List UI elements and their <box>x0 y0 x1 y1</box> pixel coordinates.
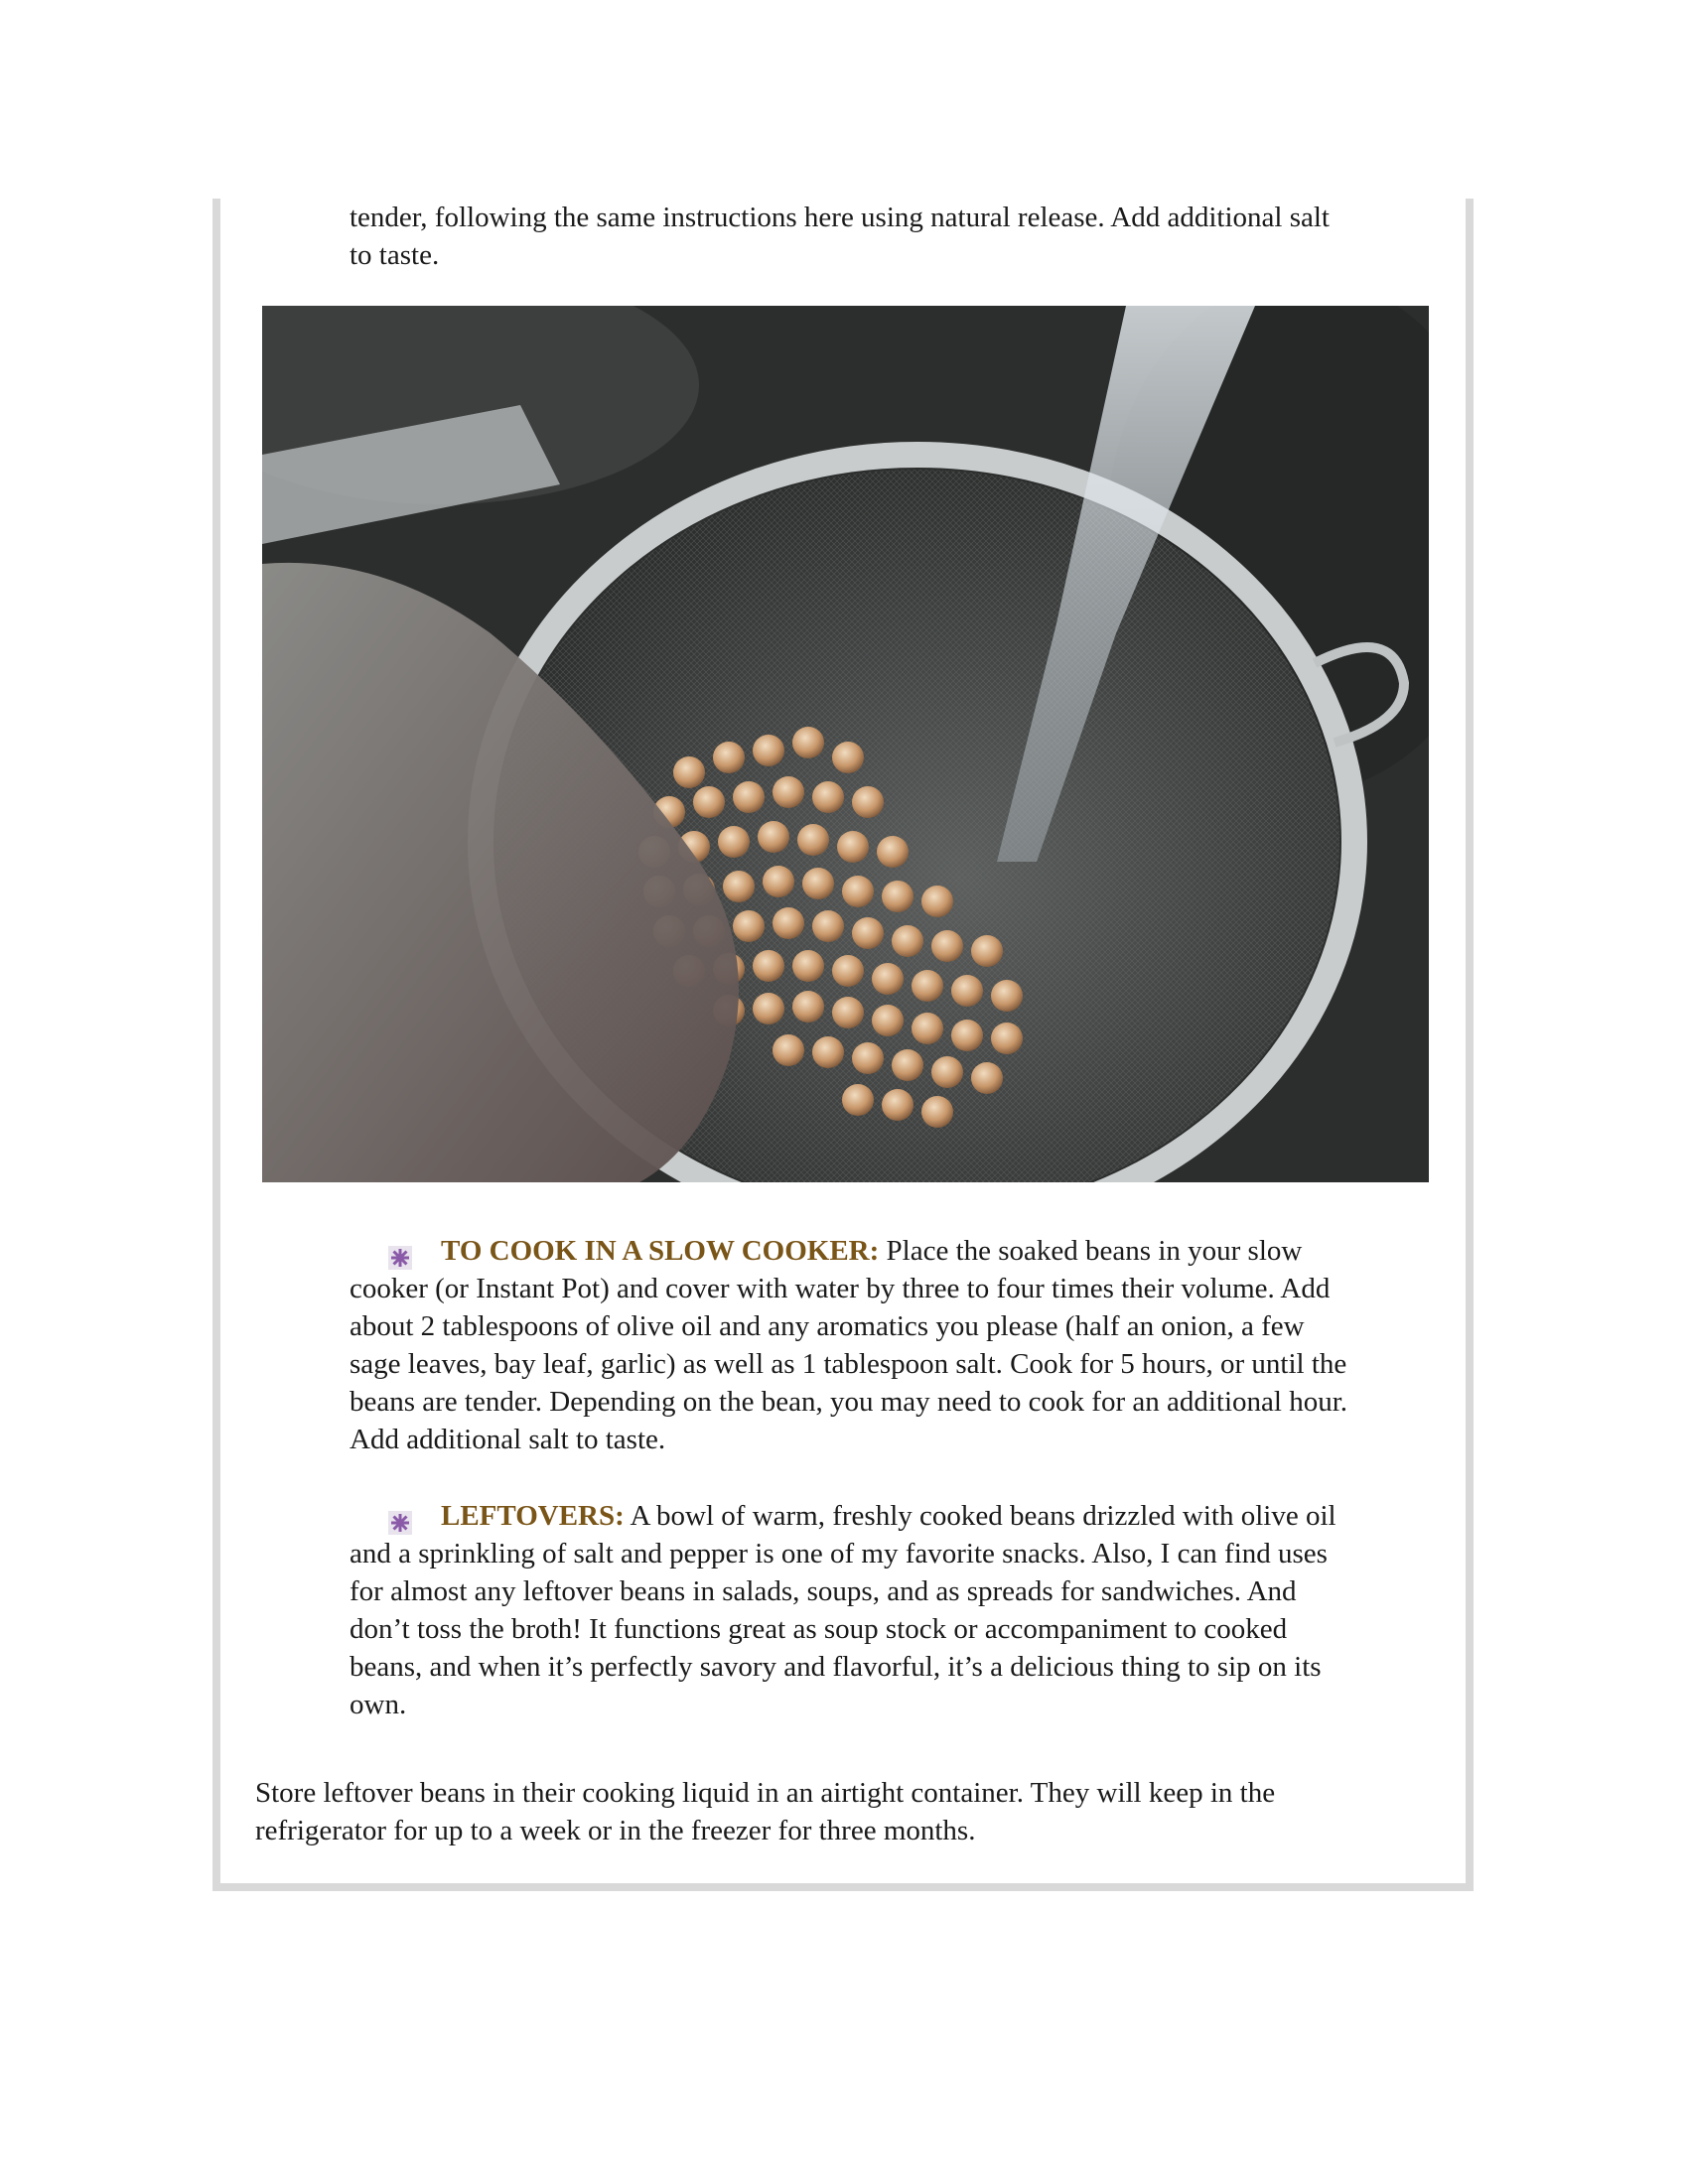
leftovers-lead: A bowl of warm, freshly cooked beans drizzled with olive oil <box>624 1500 1336 1532</box>
top-paragraph-line-1: tender, following the same instructions here using natural release. Add additional salt <box>350 202 1330 233</box>
slow-cooker-heading: TO COOK IN A SLOW COOKER: <box>441 1235 880 1267</box>
leftovers-line-5: own. <box>350 1689 407 1720</box>
top-paragraph <box>350 199 1422 274</box>
slow-cooker-lead: Place the soaked beans in your slow <box>879 1235 1303 1267</box>
slow-cooker-line-4: beans are tender. Depending on the bean, you may need to cook for an additional hour. <box>350 1386 1348 1418</box>
leftovers-line-1: and a sprinkling of salt and pepper is one of my favorite snacks. Also, I can find uses <box>350 1538 1328 1570</box>
asterisk-bullet-icon <box>388 1511 412 1535</box>
leftovers-heading: LEFTOVERS: <box>441 1500 625 1532</box>
slow-cooker-section <box>350 1232 1432 1458</box>
asterisk-bullet-icon <box>388 1246 412 1270</box>
top-paragraph-line-2: to taste. <box>350 239 440 271</box>
storage-line-2: refrigerator for up to a week or in the freezer for three months. <box>255 1815 976 1846</box>
storage-line-1: Store leftover beans in their cooking liquid in an airtight container. They will keep in the <box>255 1777 1276 1809</box>
leftovers-line-4: beans, and when it’s perfectly savory and flavorful, it’s a delicious thing to sip on its <box>350 1651 1322 1683</box>
storage-paragraph <box>255 1774 1397 1849</box>
leftovers-section <box>350 1497 1432 1723</box>
slow-cooker-line-3: sage leaves, bay leaf, garlic) as well as 1 tablespoon salt. Cook for 5 hours, or until the <box>350 1348 1347 1380</box>
chickpeas-strainer-photo <box>262 306 1429 1182</box>
slow-cooker-line-5: Add additional salt to taste. <box>350 1424 666 1455</box>
slow-cooker-line-1: cooker (or Instant Pot) and cover with water by three to four times their volume. Add <box>350 1273 1331 1304</box>
leftovers-line-2: for almost any leftover beans in salads, soups, and as spreads for sandwiches. And <box>350 1575 1297 1607</box>
leftovers-line-3: don’t toss the broth! It functions great as soup stock or accompaniment to cooked <box>350 1613 1288 1645</box>
slow-cooker-line-2: about 2 tablespoons of olive oil and any aromatics you please (half an onion, a few <box>350 1310 1305 1342</box>
